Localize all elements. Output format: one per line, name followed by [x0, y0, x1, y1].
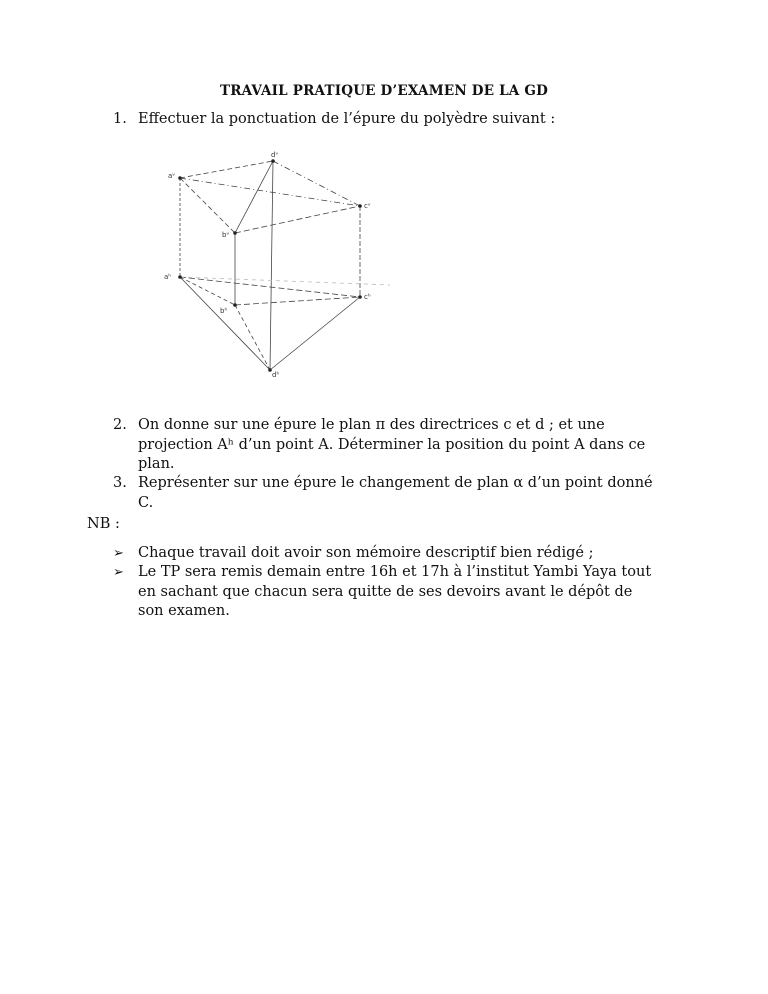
bullet-text-line: Le TP sera remis demain entre 16h et 17h à l’institut Yambi Yaya tout [138, 564, 652, 580]
point-bv [233, 231, 237, 235]
label-cv: cᵛ [364, 202, 371, 210]
bullet-text-line: en sachant que chacun sera quitte de ses devoirs avant le dépôt de [138, 583, 633, 600]
edge-av-dv [180, 161, 273, 178]
question-text-line: plan. [138, 456, 175, 472]
nb-label: NB : [87, 516, 120, 532]
point-cv [358, 204, 362, 208]
edge-ah-bh [180, 277, 235, 305]
question-text-line: Représenter sur une épure le changement de plan α d’un point donné [138, 475, 653, 491]
edge-bh-ch [235, 297, 360, 305]
polyhedron-epure-figure [150, 145, 420, 385]
arrow-bullet-icon: ➢ [113, 565, 124, 580]
edge-ah-ch [180, 277, 360, 297]
question-number: 2. [113, 417, 127, 433]
label-dv: dᵛ [271, 151, 279, 159]
label-ch: cʰ [364, 293, 371, 301]
label-ah: aʰ [164, 273, 172, 281]
point-ch [358, 295, 362, 299]
question-text-line: Effectuer la ponctuation de l’épure du polyèdre suivant : [138, 111, 556, 127]
bullet-text-line: Chaque travail doit avoir son mémoire descriptif bien rédigé ; [138, 545, 594, 561]
question-number: 3. [113, 475, 127, 491]
question-text-line: On donne sur une épure le plan π des directrices c et d ; et une [138, 417, 605, 433]
bullet-text-line: son examen. [138, 603, 230, 619]
document-title: TRAVAIL PRATIQUE D’EXAMEN DE LA GD [220, 83, 548, 99]
point-av [178, 176, 182, 180]
edge-av-bv [180, 178, 235, 233]
point-bh [233, 303, 237, 307]
edge-ah-dh [180, 277, 270, 370]
question-text-line: projection Aʰ d’un point A. Déterminer la position du point A dans ce [138, 436, 646, 453]
edge-bv-cv [235, 206, 360, 233]
label-bh: bʰ [220, 307, 228, 315]
label-bv: bᵛ [222, 231, 230, 239]
label-dh: dʰ [272, 371, 280, 379]
edge-dv-bv [235, 161, 273, 233]
question-text-line: C. [138, 494, 154, 511]
faint-construction-line [180, 277, 390, 285]
edge-ch-dh [270, 297, 360, 370]
point-ah [178, 275, 182, 279]
arrow-bullet-icon: ➢ [113, 546, 124, 561]
question-number: 1. [113, 111, 127, 127]
point-dv [271, 159, 275, 163]
edge-dv-cv [273, 161, 360, 206]
label-av: aᵛ [168, 172, 176, 180]
edge-bh-dh [235, 305, 270, 370]
